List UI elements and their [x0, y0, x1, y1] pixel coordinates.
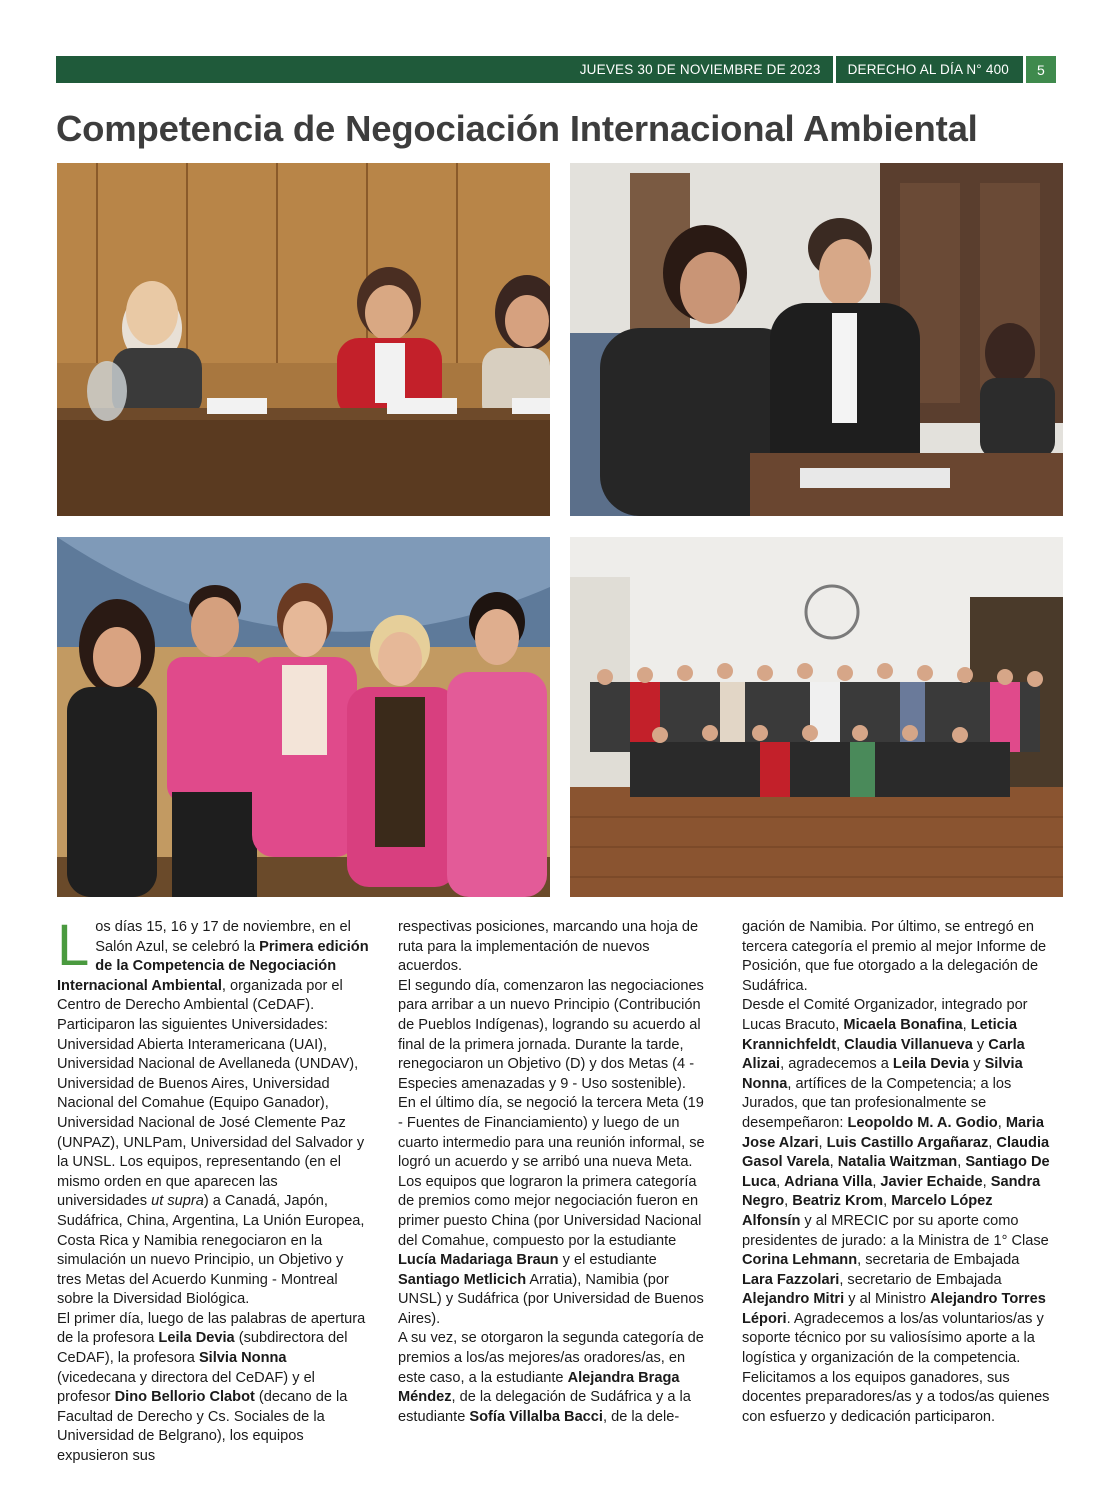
- bold-text: Santiago Metlicich: [398, 1271, 527, 1288]
- text-span: En el último día, se negoció la tercera Meta (19 - Fuentes de Financiamiento) y luego de un cuarto intermedio para una reunión informal, se logró un acuerdo y se arribó una nueva Meta. Los equipos que lograron la primera categoría de premios como mejor negociación fueron en primer puesto China (por Universidad Nacional del Comahue, compuesto por la estudiante: [398, 1095, 705, 1249]
- paragraph-second-category: [398, 1329, 710, 1427]
- photo-participants-group: [570, 537, 1063, 897]
- paragraph-third-category: gación de Namibia. Por último, se entregó en tercera categoría el premio al mejor Informe de Posición, que fue otorgado a la delegación de Sudáfrica.: [742, 919, 1047, 994]
- paragraph-continued: respectivas posiciones, marcando una hoja de ruta para la implementación de nuevos acuerdos.: [398, 919, 699, 975]
- text-span: Participaron las siguientes Universidades: Universidad Abierta Interamericana (UAI), Universidad Nacional de Avellaneda (UNDAV), Universidad de Buenos Aires, Universidad Nacional del Comahue (Equipo Ganador), Universidad Nacional de José Clemente Paz (UNPAZ), UNLPam, Universidad del Salvador y la UNSL. Los equipos, representando (en el mismo orden en que aparecen las universidades: [57, 1016, 365, 1210]
- issue-date: JUEVES 30 DE NOVIEMBRE DE 2023: [579, 62, 821, 77]
- bold-text: Natalia Waitzman: [837, 1154, 958, 1171]
- bold-text: Beatriz Krom: [792, 1193, 884, 1210]
- bold-text: Silvia Nonna: [742, 1056, 1023, 1092]
- photo-students-podium: [570, 163, 1063, 516]
- paragraph-acknowledgements: [742, 996, 1054, 1368]
- text-span: ,: [829, 1154, 838, 1171]
- bold-text: Sofía Villalba Bacci: [469, 1408, 603, 1425]
- text-span: ) a Canadá, Japón, Sudáfrica, China, Argentina, La Unión Europea, Costa Rica y Namibia renegociaron en la simulación un nuevo Principio, un Objetivo y tres Metas del Acuerdo Kunming - Montreal sobre la Diversidad Biológica.: [57, 1193, 365, 1308]
- bold-text: Alejandra Braga Méndez: [398, 1369, 680, 1406]
- text-span: , artífices de la Competencia; a los Jurados, que tan profesionalmente se desempeñaron:: [742, 1075, 1012, 1131]
- bold-text: Santiago De Luca: [742, 1154, 1050, 1190]
- text-span: , secretaria de Embajada: [857, 1252, 1020, 1269]
- bold-text: Luis Castillo Argañaraz: [826, 1134, 989, 1151]
- text-span: . Agradecemos a los/as voluntarios/as y soporte técnico por su valiosísimo aporte a la logística y organización de la competencia.: [742, 1310, 1044, 1367]
- bold-text: Micaela Bonafina: [843, 1016, 963, 1033]
- text-span: ,: [776, 1173, 785, 1190]
- text-span: ,: [784, 1193, 793, 1210]
- text-span: , organizada por el Centro de Derecho Ambiental (CeDAF).: [57, 977, 343, 1014]
- text-span: Desde el Comité Organizador, integrado por Lucas Bracuto,: [742, 997, 1028, 1033]
- bold-text: Carla Alizai: [742, 1036, 1025, 1073]
- paragraph-universities: [57, 1016, 369, 1310]
- bold-text: Claudia Villanueva: [844, 1036, 973, 1053]
- text-span: A su vez, se otorgaron la segunda categoría de premios a los/as mejores/as oradores/as, en este caso, a la estudiante: [398, 1330, 704, 1386]
- bold-text: Sandra Negro: [742, 1173, 1041, 1210]
- bold-text: Leila Devia: [158, 1330, 235, 1347]
- text-span: , de la dele-: [602, 1408, 680, 1425]
- text-span: y al Ministro: [844, 1291, 931, 1308]
- article-title: Competencia de Negociación Internacional Ambiental: [56, 108, 978, 149]
- bold-text: Javier Echaide: [880, 1173, 983, 1190]
- bold-text: Leila Devia: [892, 1056, 970, 1073]
- paragraph-last-day: [398, 1094, 710, 1329]
- text-span: , de la delegación de Sudáfrica y a la estudiante: [398, 1389, 691, 1425]
- text-span: y: [972, 1036, 989, 1053]
- bold-text: Marcelo López Alfonsín: [742, 1193, 993, 1229]
- text-span: ,: [883, 1193, 892, 1210]
- italic-text: ut supra: [151, 1193, 204, 1210]
- page-number: 5: [1023, 56, 1056, 83]
- text-span: ,: [962, 1016, 971, 1033]
- bold-text: Primera edición de la Competencia de Negociación Internacional Ambiental: [57, 938, 369, 994]
- text-span: ,: [818, 1134, 827, 1151]
- text-span: y al MRECIC por su aporte como presidentes de jurado: a la Ministra de 1° Clase: [742, 1212, 1049, 1249]
- page-header-bar: [56, 56, 1056, 83]
- text-span: (vicedecana y directora del CeDAF) y el profesor: [57, 1369, 315, 1406]
- bold-text: Alejandro Mitri: [742, 1291, 845, 1308]
- article-column-3: [742, 918, 1054, 1427]
- bold-text: Leopoldo M. A. Godio: [847, 1114, 998, 1131]
- bold-text: Lara Fazzolari: [742, 1271, 840, 1288]
- text-span: ,: [997, 1114, 1006, 1131]
- bold-text: Alejandro Torres Lépori: [742, 1291, 1046, 1327]
- bold-text: Corina Lehmann: [742, 1252, 858, 1269]
- paragraph-closing: Felicitamos a los equipos ganadores, sus docentes preparadores/as y a todos/as quienes con esfuerzo y dedicación participaron.: [742, 1369, 1050, 1425]
- text-span: Arratia), Namibia (por UNSL) y Sudáfrica (por Universidad de Buenos Aires).: [398, 1271, 704, 1327]
- text-span: ,: [982, 1173, 991, 1190]
- paragraph-first-day: [57, 1310, 369, 1467]
- article-column-1: [57, 913, 369, 1467]
- paragraph-intro: [57, 913, 369, 1016]
- text-span: y: [969, 1056, 985, 1073]
- text-span: (subdirectora del CeDAF), la profesora: [57, 1330, 348, 1367]
- bold-text: Adriana Villa: [784, 1173, 873, 1190]
- article-column-2: [398, 918, 710, 1427]
- bold-text: Dino Bellorio Clabot: [114, 1389, 255, 1406]
- text-span: ,: [872, 1173, 881, 1190]
- text-span: ,: [988, 1134, 997, 1151]
- photo-group-pink-blazers: [57, 537, 550, 897]
- text-span: os días 15, 16 y 17 de noviembre, en el Salón Azul, se celebró la: [95, 919, 351, 955]
- text-span: , secretario de Embajada: [839, 1271, 1002, 1288]
- bold-text: Leticia Krannichfeldt: [742, 1016, 1017, 1053]
- text-span: El primer día, luego de las palabras de apertura de la profesora: [57, 1310, 366, 1347]
- text-span: ,: [957, 1154, 966, 1171]
- bold-text: Claudia Gasol Varela: [742, 1134, 1050, 1171]
- paragraph-second-day: El segundo día, comenzaron las negociaciones para arribar a un nuevo Principio (Contribución de Pueblos Indígenas), logrando su acuerdo al final de la primera jornada. Durante la tarde, renegociaron un Objetivo (D) y dos Metas (4 - Especies amenazadas y 9 - Uso sostenible).: [398, 977, 704, 1092]
- text-span: , agradecemos a: [780, 1056, 893, 1073]
- bold-text: Silvia Nonna: [198, 1350, 287, 1367]
- publication-issue: DERECHO AL DÍA N° 400: [847, 62, 1009, 77]
- text-span: ,: [836, 1036, 845, 1053]
- text-span: y el estudiante: [558, 1252, 657, 1269]
- photo-panel-speakers: [57, 163, 550, 516]
- text-span: (decano de la Facultad de Derecho y Cs. Sociales de la Universidad de Belgrano), los equipos expusieron sus: [57, 1389, 348, 1465]
- drop-cap: L: [57, 913, 90, 978]
- bold-text: Lucía Madariaga Braun: [398, 1252, 559, 1269]
- bold-text: Maria Jose Alzari: [742, 1114, 1044, 1151]
